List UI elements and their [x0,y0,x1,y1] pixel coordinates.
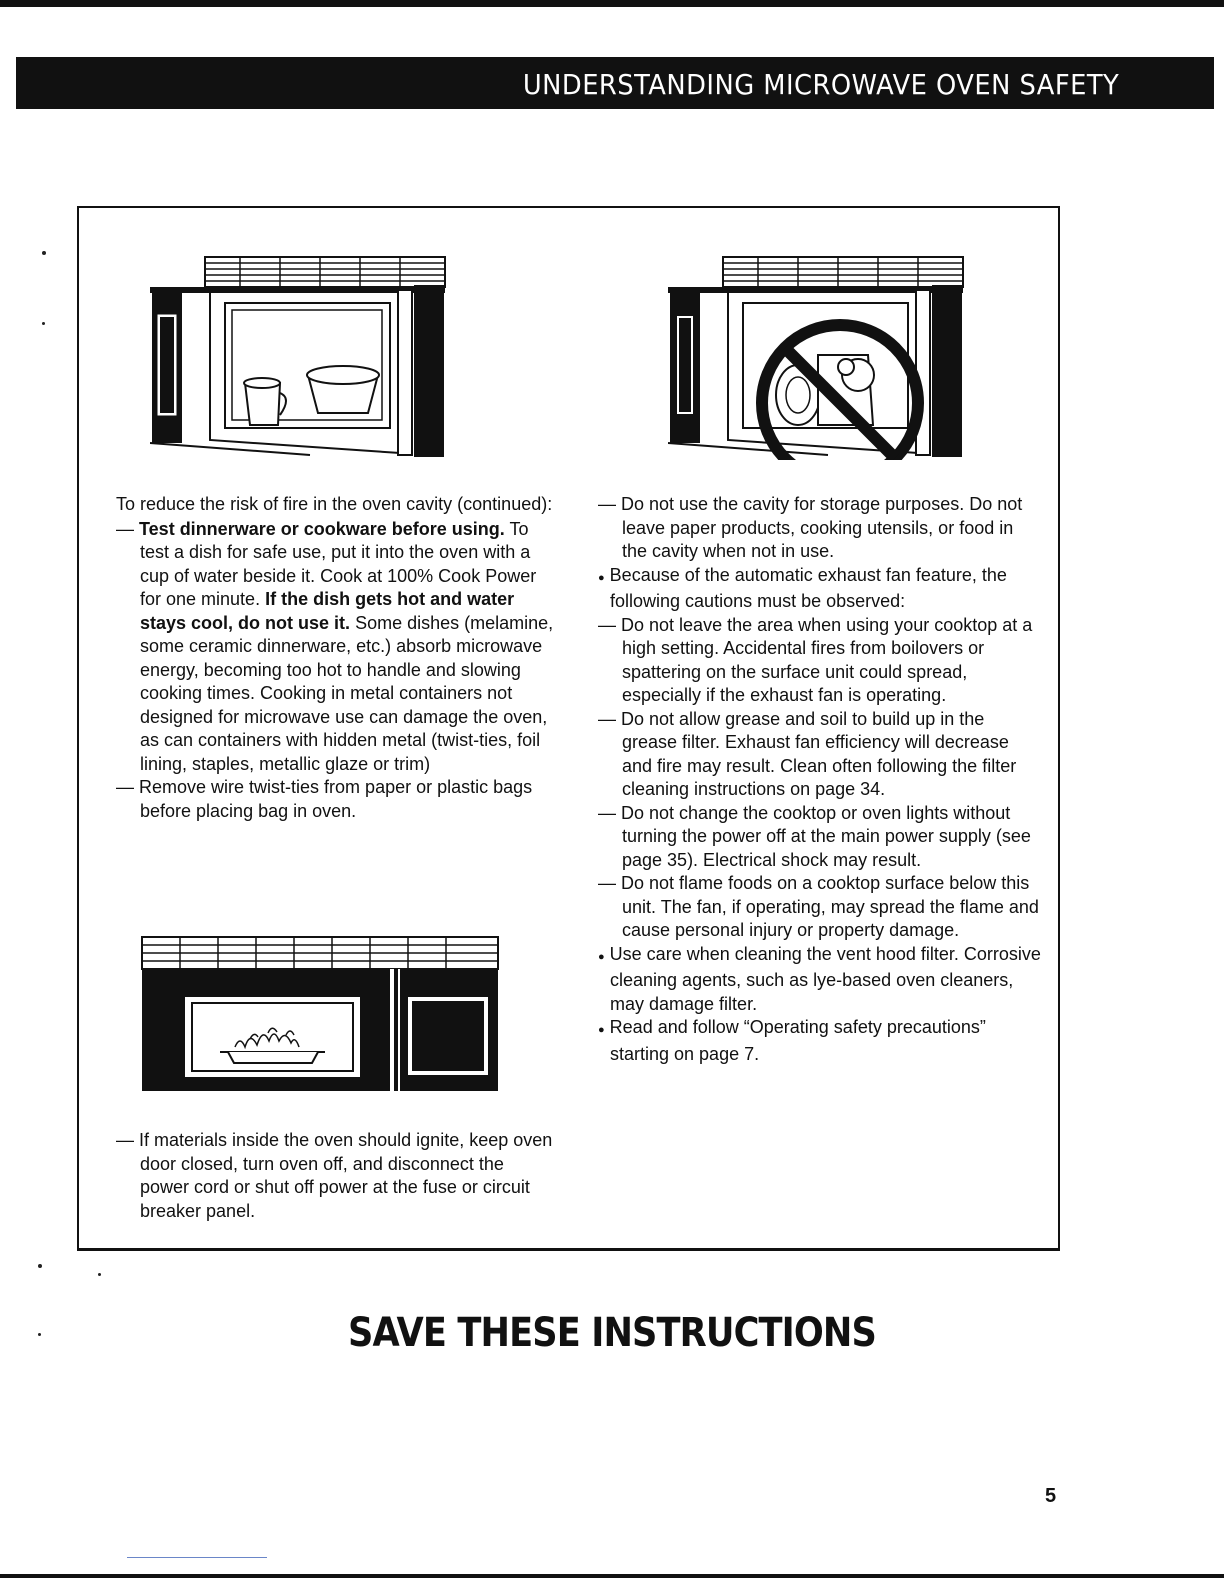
item-text: Some dishes (melamine, some ceramic dinnerware, etc.) absorb microwave energy, becoming too hot to handle and slowing cooking times. Cooking in metal containers not designed for microwave use can damage the oven, as can containers with hidden metal (twist-ties, foil lining, staples, metallic glaze or trim) [140,612,554,774]
save-instructions-heading: SAVE THESE INSTRUCTIONS [348,1310,876,1356]
left-column-bottom [116,1129,556,1223]
dash-glyph: — [598,614,616,635]
intro-text: To reduce the risk of fire in the oven cavity (continued): [116,494,553,514]
item-text: Do not flame foods on a cooktop surface below this unit. The fan, if operating, may spread the flame and cause personal injury or property damage. [621,873,1039,940]
scan-line [127,1557,267,1558]
item-text: Read and follow “Operating safety precautions” starting on page 7. [609,1017,986,1064]
item-text: To test a dish for safe use, put it into the oven with a cup of water beside it. Cook at 100% Cook Power for one minute. [140,518,537,609]
sub-item-flame-foods [598,872,1042,943]
sub-item-lights [598,802,1042,873]
dash-glyph: — [598,802,616,823]
list-item-test-dinnerware [116,518,556,777]
list-item-no-storage [598,493,1042,564]
item-text: Do not leave the area when using your cooktop at a high setting. Accidental fires from boilovers or spattering on the surface unit could spread, especially if the exhaust fan is operating. [621,614,1033,705]
dash-glyph: — [116,1130,134,1150]
item-text: If materials inside the oven should ignite, keep oven door closed, turn oven off, and disconnect the power cord or shut off power at the fuse or circuit breaker panel. [139,1130,553,1221]
dash-glyph: — [116,518,134,539]
oven-with-dishes-illustration [150,255,450,460]
bullet-glyph: ● [598,571,605,584]
bullet-operating-precautions [598,1016,1042,1066]
item-text: Do not allow grease and soil to build up in the grease filter. Exhaust fan efficiency will decrease and fire may result. Clean often following the filter cleaning instructions on page 34. [621,708,1017,799]
bullet-glyph: ● [598,950,605,963]
item-text: Because of the automatic exhaust fan feature, the following cautions must be observed: [609,564,1007,611]
right-column [598,493,1042,1066]
dash-glyph: — [116,777,134,797]
sub-item-do-not-leave [598,614,1042,708]
sub-item-grease-filter [598,708,1042,802]
bullet-glyph: ● [598,1024,605,1036]
bullet-vent-filter [598,943,1042,1017]
section-header-bar [16,57,1214,109]
page-number: 5 [1045,1485,1057,1507]
oven-fire-illustration [140,935,502,1095]
left-column [116,493,556,823]
list-item-remove-twist-ties [116,776,556,823]
item-warning: If the dish gets hot and water stays cool, do not use it. [140,589,515,633]
dash-glyph: — [598,873,616,893]
item-text: Do not change the cooktop or oven lights without turning the power off at the main power supply (see page 35). Electrical shock may result. [621,802,1031,870]
bullet-exhaust-fan [598,564,1042,614]
dash-glyph: — [598,708,616,729]
top-rule [0,0,1224,7]
item-text: Remove wire twist-ties from paper or plastic bags before placing bag in oven. [139,777,533,821]
dash-glyph: — [598,494,616,514]
item-text: Use care when cleaning the vent hood filter. Corrosive cleaning agents, such as lye-based oven cleaners, may damage filter. [609,943,1041,1014]
section-title: UNDERSTANDING MICROWAVE OVEN SAFETY [522,68,1119,101]
item-heading: Test dinnerware or cookware before using. [139,518,505,539]
bottom-rule [0,1574,1224,1578]
item-text: Do not use the cavity for storage purposes. Do not leave paper products, cooking utensils, or food in the cavity when not in use. [621,494,1023,561]
no-storage-in-oven-illustration [668,255,968,460]
list-item-if-ignite [116,1129,556,1223]
